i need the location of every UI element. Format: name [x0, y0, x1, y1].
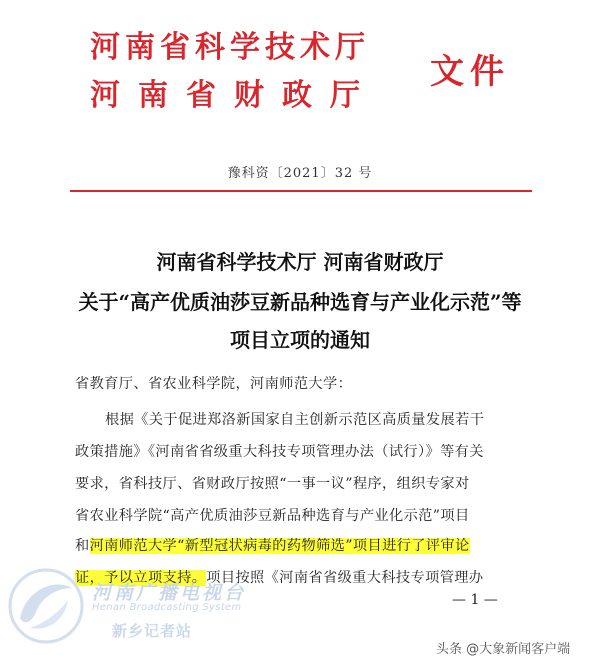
body-line-6-rest: 项目按照《河南省省级重大科技专项管理办	[206, 570, 484, 586]
addressee: 省教育厅、省农业科学院，河南师范大学：	[75, 376, 353, 392]
henan-broadcasting-logo-icon	[6, 566, 86, 646]
issuer-line-1: 河南省科学技术厅	[90, 30, 370, 65]
body-line-1: 根据《关于促进郑洛新国家自主创新示范区高质量发展若干	[105, 412, 485, 428]
watermark-bureau: 新乡记者站	[112, 622, 193, 640]
document-type: 文件	[430, 52, 510, 92]
body-line-5-prefix: 和	[75, 538, 90, 554]
highlighted-text-1: 河南师范大学“新型冠状病毒的药物筛选”项目进行了评审论	[89, 538, 470, 554]
source-tag: 头条 @大象新闻客户端	[436, 642, 571, 657]
title-line-1: 河南省科学技术厅 河南省财政厅	[156, 250, 444, 274]
document-number: 豫科资〔2021〕32 号	[227, 166, 373, 181]
body-line-2: 政策措施》《河南省省级重大科技专项管理办法（试行）》等有关	[75, 444, 484, 460]
red-divider	[70, 190, 532, 192]
body-line-3: 要求，省科技厅、省财政厅按照“一事一议”程序，组织专家对	[75, 476, 470, 492]
highlighted-text-2: 证，予以立项支持。	[75, 570, 207, 586]
body-line-5	[75, 535, 470, 555]
title-line-2: 关于“高产优质油莎豆新品种选育与产业化示范”等	[78, 290, 522, 314]
watermark-station-name: 河南广播电视台	[92, 582, 247, 604]
body-line-4: 省农业科学院“高产优质油莎豆新品种选育与产业化示范”项目	[75, 508, 470, 524]
watermark-english-name: Henan Broadcasting System	[92, 602, 242, 613]
title-line-3: 项目立项的通知	[230, 328, 370, 352]
page-number: — 1 —	[452, 592, 498, 608]
issuer-line-2: 河南省财政厅	[90, 78, 378, 113]
